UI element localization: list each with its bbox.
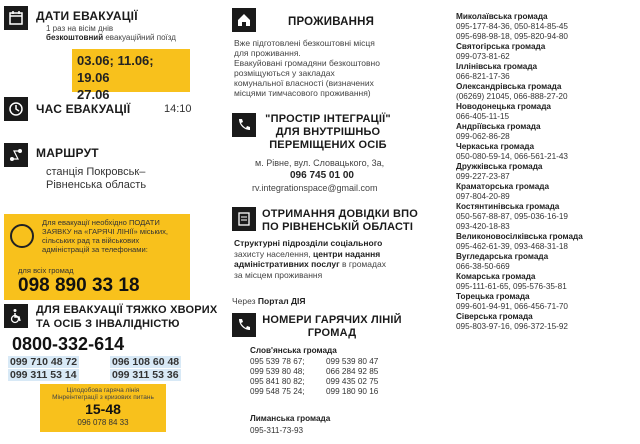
evac-time-title: ЧАС ЕВАКУАЦІЇ <box>36 102 131 116</box>
community-13-name: Комарська громада <box>456 272 536 281</box>
space-address: м. Рівне, вул. Словацького, 3а, <box>255 158 385 168</box>
route-line2: Рівненська область <box>46 179 147 191</box>
community-12-tel: 066-38-50-669 <box>456 262 510 271</box>
document-icon <box>232 207 256 231</box>
phone-icon-shape <box>236 117 252 133</box>
slov-1b: 099 539 80 47 <box>326 357 379 366</box>
slov-row-1 <box>250 357 378 367</box>
slov-row-3 <box>250 377 378 387</box>
community-8-name: Дружківська громада <box>456 162 543 171</box>
hotlines-title-1: НОМЕРИ ГАРЯЧИХ ЛІНІЙ <box>262 314 402 326</box>
calendar-icon-shape <box>8 10 24 26</box>
community-14-name: Торецька громада <box>456 292 530 301</box>
route-icon-shape <box>8 147 24 163</box>
hotline-text <box>42 218 168 254</box>
lyman-phone: 095-311-73-93 <box>250 426 304 435</box>
vpo-text-2-b: центри надання <box>313 248 381 259</box>
community-10-name: Костянтинівська громада <box>456 202 560 211</box>
slov-phones <box>250 357 378 397</box>
community-15 <box>456 312 638 332</box>
house-icon <box>232 8 256 32</box>
community-1b-tel: 095-698-98-18, 095-820-94-80 <box>456 32 568 41</box>
housing-text-4: розміщуються у закладах <box>234 68 335 78</box>
hotline-text-4: адміністрацій за телефонами: <box>42 245 148 254</box>
slov-row-2 <box>250 367 378 377</box>
hotline-text-2: ЗАЯВКУ на «ГАРЯЧІ ЛІНІЇ» міських, <box>42 227 168 236</box>
community-10-tel: 050-567-88-87, 095-036-16-19 <box>456 212 568 221</box>
route-icon <box>4 143 28 167</box>
community-15-name: Сіверська громада <box>456 312 533 321</box>
community-9 <box>456 182 638 202</box>
evac-dates-line2 <box>46 33 176 42</box>
vpo-text <box>234 238 434 280</box>
community-14-tel: 099-601-94-91, 066-456-71-70 <box>456 302 568 311</box>
community-3-tel: 066-821-17-36 <box>456 72 510 81</box>
vpo-text-1-bold: Структурні підрозділи соціального <box>234 238 383 248</box>
communities-list <box>456 12 638 332</box>
community-5 <box>456 102 638 122</box>
hotline-box <box>4 214 190 300</box>
disabled-title-1: ДЛЯ ЕВАКУАЦІЇ ТЯЖКО ХВОРИХ <box>36 304 218 316</box>
route-line1: станція Покровськ– <box>46 166 146 178</box>
reint-short: 15-48 <box>85 401 121 417</box>
community-11-name: Великоновосілківська громада <box>456 232 583 241</box>
community-12 <box>456 252 638 272</box>
hotlines-title <box>262 314 402 340</box>
slov-title: Слов'янська громада <box>250 346 337 355</box>
community-1-tel: 095-177-84-36, 050-814-85-45 <box>456 22 568 31</box>
hotlines-title-2: ГРОМАД <box>307 327 357 339</box>
vpo-title-2: ПО РІВНЕНСЬКІЙ ОБЛАСТІ <box>262 221 414 233</box>
community-5-name: Новодонецька громада <box>456 102 551 111</box>
community-11 <box>456 232 638 252</box>
vpo-text-1 <box>234 238 434 249</box>
route-title: МАРШРУТ <box>36 146 99 160</box>
vpo-text-3 <box>234 259 434 270</box>
hotline-all-communities: для всіх громад <box>18 266 74 275</box>
community-2-tel: 099-073-81-62 <box>456 52 510 61</box>
vpo-title <box>262 208 418 234</box>
vpo-via <box>232 296 305 306</box>
space-email: rv.integrationspace@gmail.com <box>252 183 378 193</box>
community-3 <box>456 62 638 82</box>
space-phone: 096 745 01 00 <box>290 170 354 181</box>
slov-row-4 <box>250 387 378 397</box>
document-icon-shape <box>236 211 252 227</box>
community-3-name: Іллінівська громада <box>456 62 538 71</box>
reint-line1: Цілодобова гаряча лінія <box>66 387 140 394</box>
community-7-name: Черкаська громада <box>456 142 535 151</box>
community-4-tel: (06269) 21045, 066-888-27-20 <box>456 92 568 101</box>
community-6-name: Андріївська громада <box>456 122 541 131</box>
community-8 <box>456 162 638 182</box>
phone-icon <box>232 113 256 137</box>
community-9-tel: 097-804-20-89 <box>456 192 510 201</box>
community-14 <box>456 292 638 312</box>
space-title-1: "ПРОСТІР ІНТЕГРАЦІЇ" <box>265 113 391 125</box>
slov-2a: 099 539 80 48; <box>250 367 305 376</box>
free-word: безкоштовний <box>46 33 104 42</box>
community-6 <box>456 122 638 142</box>
hotline-text-3: сільських рад та військових <box>42 236 140 245</box>
hotline-phone-icon-shape <box>236 317 252 333</box>
community-13 <box>456 272 638 292</box>
disabled-title-2: ТА ОСІБ З ІНВАЛІДНІСТЮ <box>36 318 180 330</box>
community-7 <box>456 142 638 162</box>
housing-text-2: для проживання. <box>234 48 301 58</box>
disabled-phone-1: 099 710 48 72 <box>10 356 78 368</box>
community-4 <box>456 82 638 102</box>
disabled-phone-3: 099 311 53 14 <box>10 369 77 381</box>
housing-text <box>234 38 380 98</box>
hotline-text-1: Для евакуації необхідно ПОДАТИ <box>42 218 160 227</box>
disabled-phone-4: 099 311 53 36 <box>112 369 179 381</box>
headset-icon <box>10 224 34 248</box>
hotline-main-phone: 098 890 33 18 <box>18 275 140 296</box>
community-10b <box>456 222 638 232</box>
clock-icon <box>4 97 28 121</box>
community-13-tel: 095-111-61-65, 095-576-35-81 <box>456 282 567 291</box>
community-1b <box>456 32 638 42</box>
dates-line1: 03.06; 11.06; 19.06 <box>77 53 154 85</box>
evac-dates-line2-rest: евакуаційний поїзд <box>103 33 176 42</box>
evac-dates-line1: 1 раз на вісім днів <box>46 24 114 33</box>
housing-title: ПРОЖИВАННЯ <box>288 16 375 28</box>
space-title <box>258 113 398 152</box>
vpo-text-2-a: захисту населення, <box>234 248 313 259</box>
housing-text-6: місцями тимчасового проживання) <box>234 88 371 98</box>
lyman-title: Лиманська громада <box>250 414 331 423</box>
reint-line2: Мінреінтеграції з кризових питань <box>52 394 154 401</box>
vpo-title-1: ОТРИМАННЯ ДОВІДКИ ВПО <box>262 208 418 220</box>
community-10b-tel: 093-420-18-83 <box>456 222 510 231</box>
community-2 <box>456 42 638 62</box>
slov-2b: 066 284 92 85 <box>326 367 379 376</box>
slov-3a: 095 841 80 82; <box>250 377 305 386</box>
wheelchair-icon <box>4 304 28 328</box>
housing-text-5: комунальної власності (визначених <box>234 78 374 88</box>
vpo-portal: Портал ДІЯ <box>257 296 306 306</box>
slov-3b: 099 435 02 75 <box>326 377 379 386</box>
evac-dates-title: ДАТИ ЕВАКУАЦІЇ <box>36 9 138 23</box>
space-title-3: ПЕРЕМІЩЕНИХ ОСІБ <box>269 139 387 151</box>
vpo-text-3-a: в громадах <box>339 259 386 269</box>
community-2-name: Святогірська громада <box>456 42 546 51</box>
community-1 <box>456 12 638 32</box>
housing-text-1: Вже підготовлені безкоштовні місця <box>234 38 375 48</box>
reint-box <box>40 384 166 432</box>
community-4-name: Олександрівська громада <box>456 82 562 91</box>
disabled-main-phone: 0800-332-614 <box>12 334 125 354</box>
community-5-tel: 066-405-11-15 <box>456 112 510 121</box>
community-7-tel: 050-080-59-14, 066-561-21-43 <box>456 152 568 161</box>
vpo-text-2 <box>234 249 434 260</box>
dates-box <box>72 49 190 102</box>
slov-1a: 095 539 78 67; <box>250 357 305 366</box>
community-8-tel: 099-227-23-87 <box>456 172 510 181</box>
dates-line2: 27.06 <box>77 87 110 102</box>
vpo-text-3-b: адміністративних послуг <box>234 259 340 269</box>
community-11-tel: 095-462-61-39, 093-468-31-18 <box>456 242 568 251</box>
community-9-name: Краматорська громада <box>456 182 550 191</box>
house-icon-shape <box>236 12 252 28</box>
evac-time-value: 14:10 <box>164 103 192 115</box>
community-6-tel: 099-062-86-28 <box>456 132 510 141</box>
housing-text-3: Евакуйовані громадяни безкоштовно <box>234 58 380 68</box>
calendar-icon <box>4 6 28 30</box>
community-12-name: Вугледарська громада <box>456 252 549 261</box>
hotline-phone-icon <box>232 313 256 337</box>
vpo-text-4: за місцем проживання <box>234 269 323 280</box>
slov-4a: 099 548 75 24; <box>250 387 305 396</box>
community-15-tel: 095-803-97-16, 096-372-15-92 <box>456 322 568 331</box>
vpo-via-text: Через <box>232 296 258 306</box>
disabled-phone-2: 096 108 60 48 <box>112 356 180 368</box>
space-title-2: ДЛЯ ВНУТРІШНЬО <box>275 126 381 138</box>
clock-icon-shape <box>8 101 24 117</box>
reint-phone: 096 078 84 33 <box>77 418 129 427</box>
community-10 <box>456 202 638 222</box>
slov-4b: 099 180 90 16 <box>326 387 379 396</box>
community-1-name: Миколаївська громада <box>456 12 548 21</box>
wheelchair-icon-shape <box>8 308 24 324</box>
